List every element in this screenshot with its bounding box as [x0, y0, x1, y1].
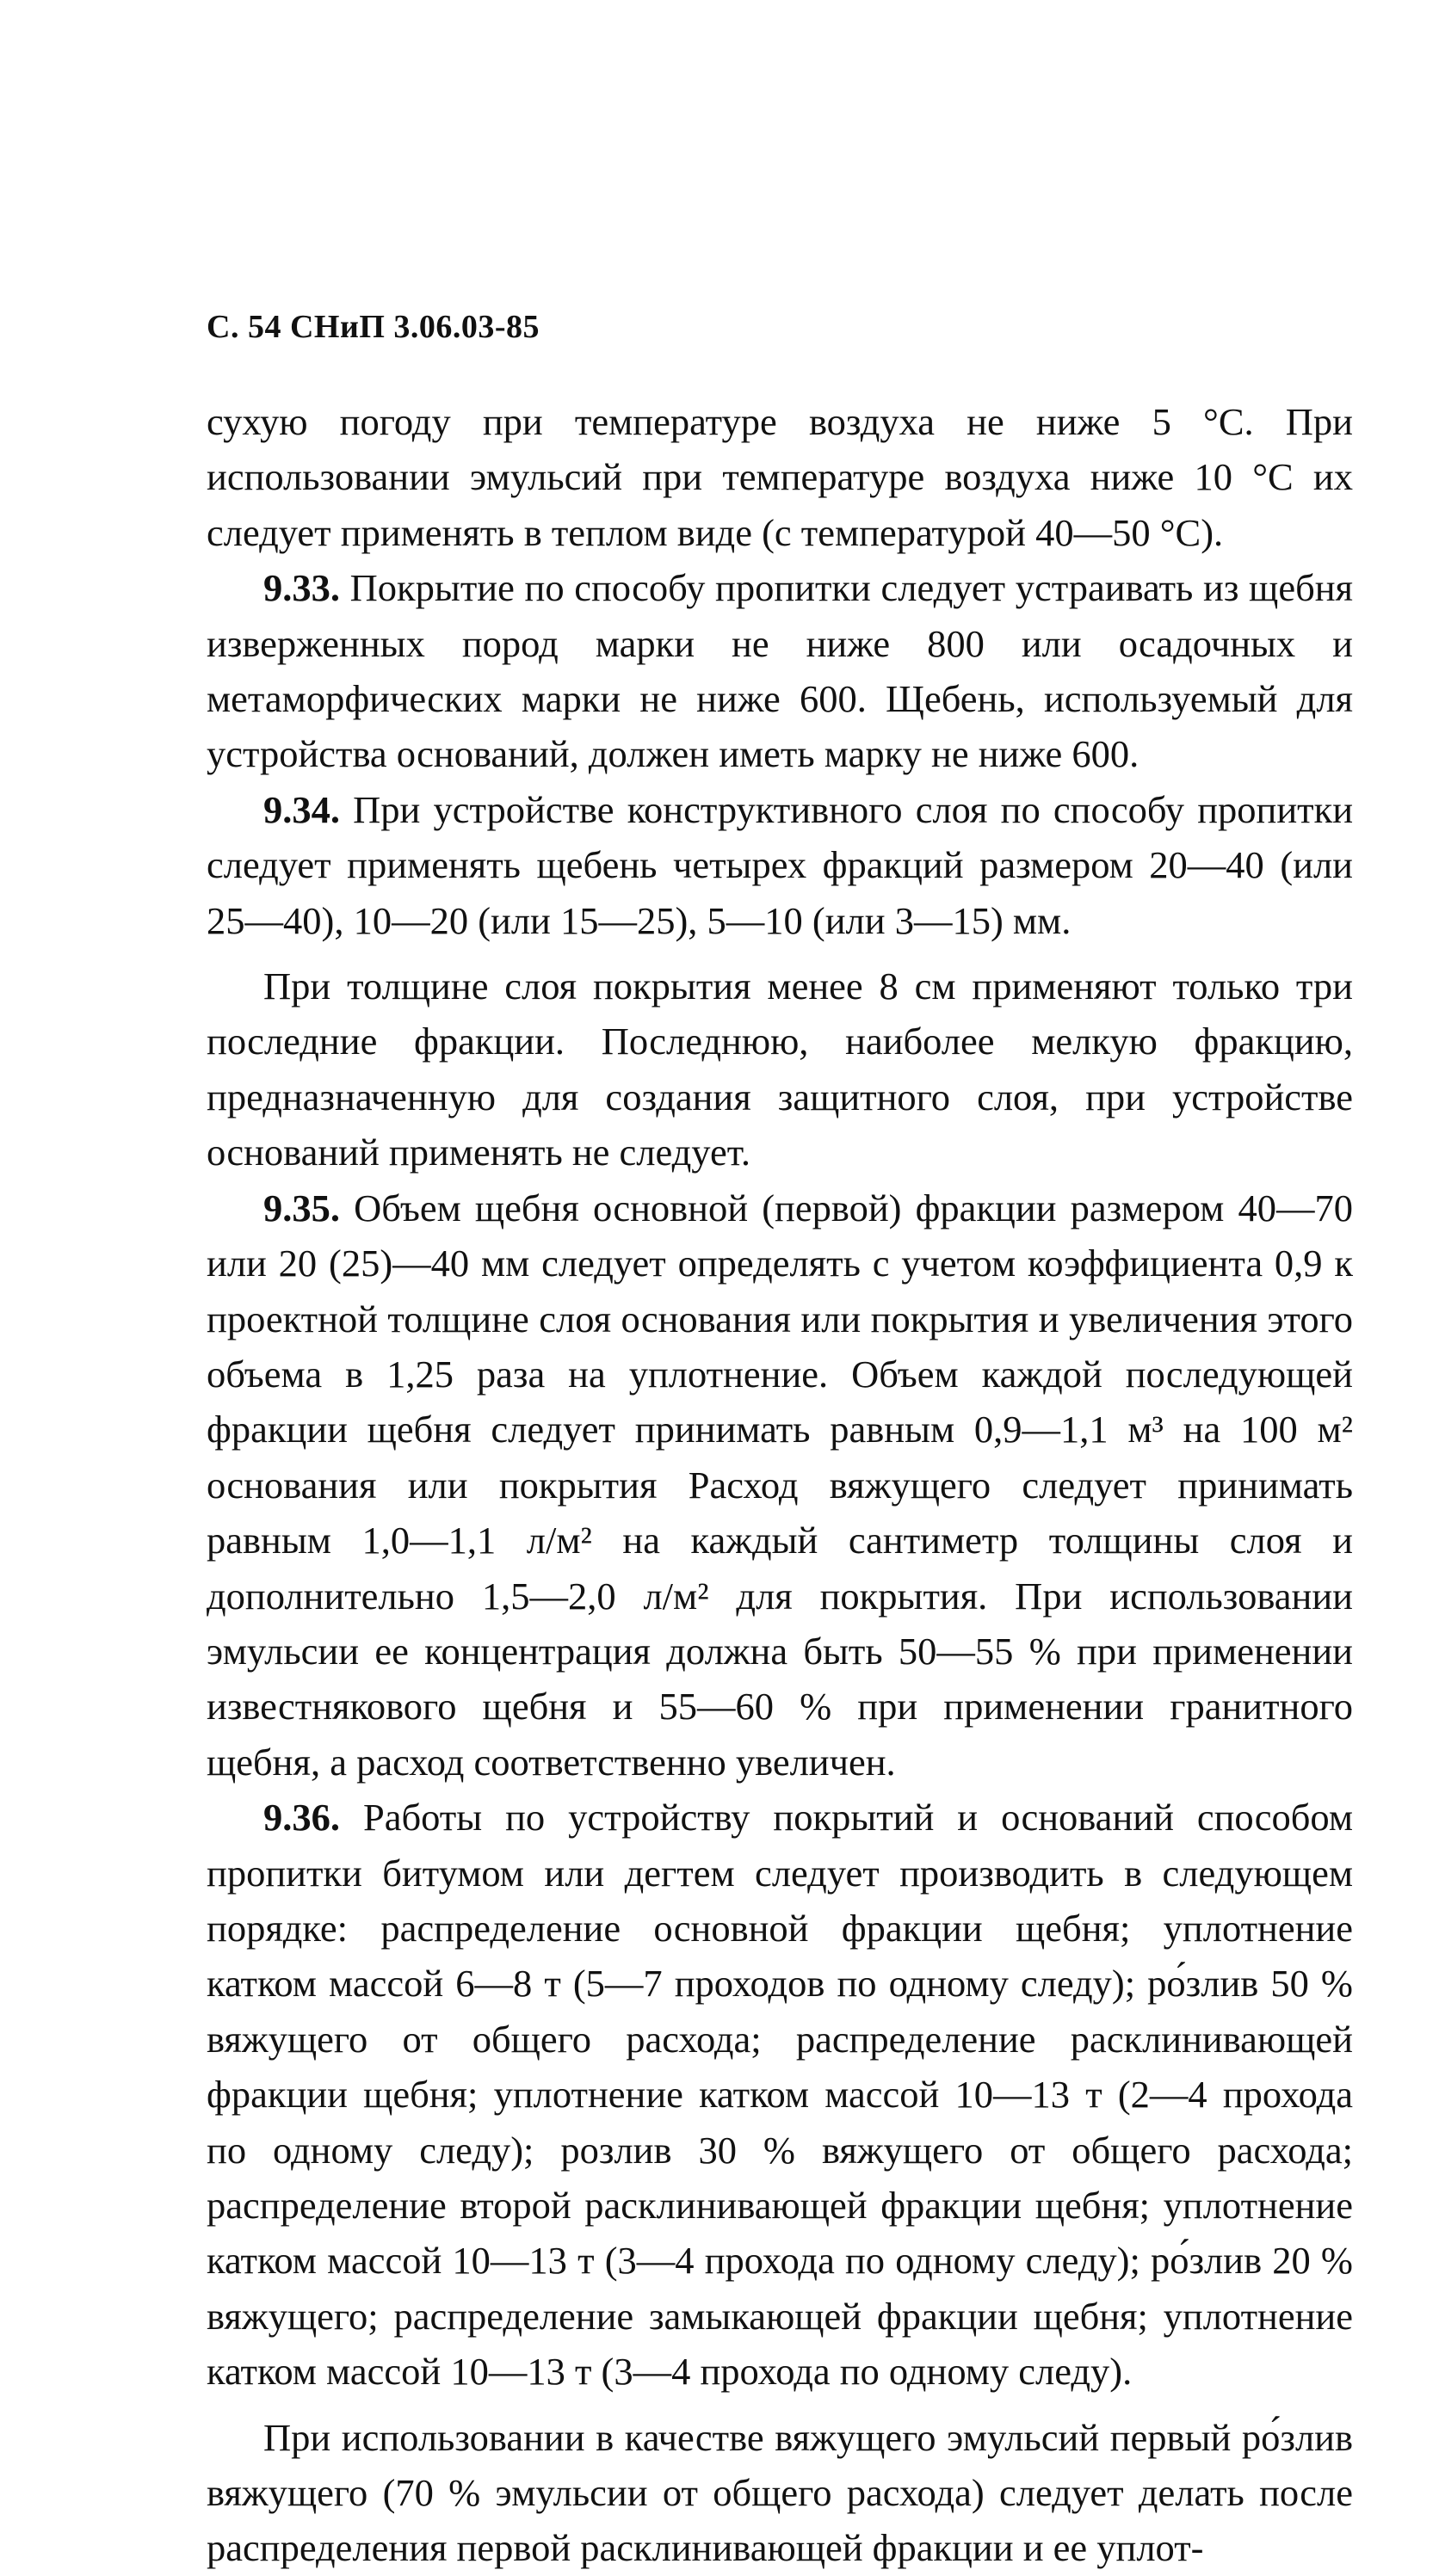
paragraph-text: Покрытие по способу пропитки следует устраивать из щебня изверженных пород марки не ниже 800 или осадочных и метаморфических марки не ниже 600. Щебень, используемый для устройства оснований, должен иметь марку не ниже 600.	[207, 566, 1354, 776]
paragraph-text: Работы по устройству покрытий и оснований способом пропитки битумом или дегтем следует производить в следующем порядке: распределение основной фракции щебня; уплотнение катком массой 6—8 т (5—7 проходов по одному следу); ро́злив 50 % вяжущего от общего расхода; распределение расклинивающей фракции щебня; уплотнение катком массой 10—13 т (2—4 прохода по одному следу); розлив 30 % вяжущего от общего расхода; распределение второй расклинивающей фракции щебня; уплотнение катком массой 10—13 т (3—4 прохода по одному следу); ро́злив 20 % вяжущего; распределение замыкающей фракции щебня; уплотнение катком массой 10—13 т (3—4 прохода по одному следу).	[207, 1796, 1353, 2394]
clause-9-33	[207, 560, 1353, 782]
clause-number: 9.34.	[263, 787, 340, 831]
running-head: С. 54 СНиП 3.06.03-85	[207, 309, 540, 345]
paragraph-text: сухую погоду при температуре воздуха не ниже 5 °С. При использовании эмульсий при температуре воздуха ниже 10 °С их следует применять в теплом виде (с температурой 40—50 °С).	[207, 400, 1353, 554]
clause-9-35	[207, 1180, 1353, 1790]
paragraph	[207, 2410, 1353, 2576]
clause-number: 9.33.	[263, 566, 340, 610]
clause-9-34	[207, 782, 1353, 948]
body-text	[207, 394, 1353, 2576]
paragraph	[207, 958, 1353, 1180]
paragraph-text: При использовании в качестве вяжущего эмульсий первый ро́злив вяжущего (70 % эмульсии от общего расхода) следует делать после распределения первой расклинивающей фракции и ее уплот-	[207, 2415, 1353, 2570]
paragraph-text: При устройстве конструктивного слоя по способу пропитки следует применять щебень четырех фракций размером 20—40 (или 25—40), 10—20 (или 15—25), 5—10 (или 3—15) мм.	[207, 787, 1354, 942]
paragraph-continuation	[207, 394, 1353, 560]
paragraph-text: При толщине слоя покрытия менее 8 см применяют только три последние фракции. Последнюю, наиболее мелкую фракцию, предназначенную для создания защитного слоя, при устройстве оснований применять не следует.	[207, 964, 1353, 1174]
paragraph-text: Объем щебня основной (первой) фракции размером 40—70 или 20 (25)—40 мм следует определять с учетом коэффициента 0,9 к проектной толщине слоя основания или покрытия и увеличения этого объема в 1,25 раза на уплотнение. Объем каждой последующей фракции щебня следует принимать равным 0,9—1,1 м³ на 100 м² основания или покрытия Расход вяжущего следует принимать равным 1,0—1,1 л/м² на каждый сантиметр толщины слоя и дополнительно 1,5—2,0 л/м² для покрытия. При использовании эмульсии ее концентрация должна быть 50—55 % при применении известнякового щебня и 55—60 % при применении гранитного щебня, а расход соответственно увеличен.	[207, 1186, 1353, 1784]
clause-number: 9.36.	[263, 1796, 340, 1840]
clause-number: 9.35.	[263, 1186, 340, 1229]
clause-9-36	[207, 1790, 1353, 2399]
